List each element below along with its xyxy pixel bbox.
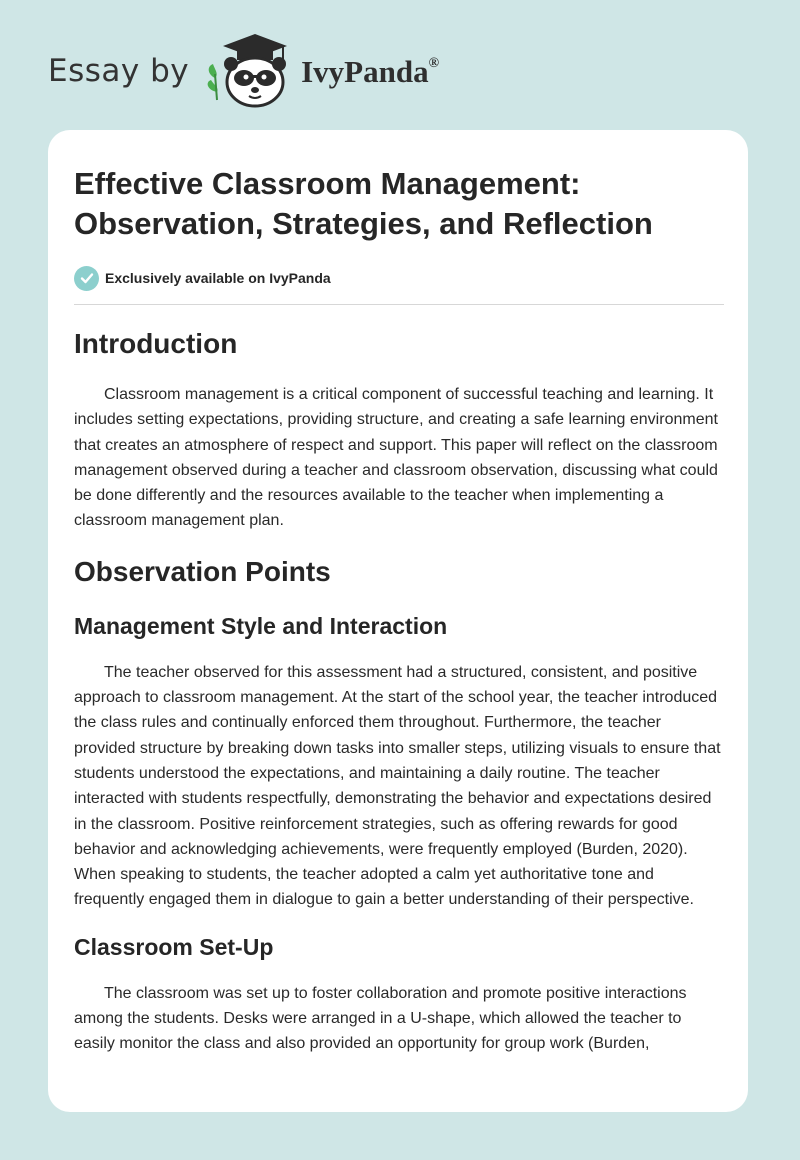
introduction-heading: Introduction: [74, 328, 238, 359]
title-line-1: Effective Classroom Management:: [74, 166, 581, 201]
title-line-2: Observation, Strategies, and Reflection: [74, 206, 653, 241]
site-header: [48, 30, 548, 110]
essay-title: [74, 164, 724, 244]
management-style-heading: Management Style and Interaction: [74, 612, 448, 639]
title-divider: [74, 304, 724, 305]
observation-points-heading: Observation Points: [74, 555, 331, 587]
management-style-paragraph: The teacher observed for this assessment had a structured, consistent, and positive approach to classroom management. At the start of the school year, the teacher introduced the class rules and continually enforced them throughout. Furthermore, the teacher provided structure by breaking down tasks into smaller steps, utilizing visuals to ensure that students understood the expectations, and maintaining a daily routine. The teacher interacted with students respectfully, demonstrating the behavior and expectations desired in the classroom. Positive reinforcement strategies, such as offering rewards for good behavior and acknowledging achievements, were frequently employed (Burden, 2020). When speaking to students, the teacher adopted a calm yet authoritative tone and frequently engaged them in dialogue to gain a better understanding of their perspective.: [74, 663, 721, 909]
panda-logo-icon[interactable]: [203, 30, 295, 110]
essay-card: [48, 130, 748, 1112]
essay-content: [74, 164, 724, 1057]
essay-by-label: Essay by: [48, 53, 190, 89]
brand-name[interactable]: [301, 54, 439, 90]
classroom-setup-paragraph: The classroom was set up to foster collaboration and promote positive interactions among the students. Desks were arranged in a U-shape, which allowed the teacher to easily monitor the class and also provided an opportunity for group work (Burden,: [74, 984, 687, 1053]
classroom-setup-heading: Classroom Set-Up: [74, 933, 274, 960]
brand-text: IvyPanda: [301, 54, 429, 89]
registered-mark: ®: [428, 56, 440, 71]
exclusive-label: Exclusively available on IvyPanda: [105, 270, 331, 286]
check-icon: [74, 266, 99, 291]
exclusive-badge: [74, 264, 724, 292]
introduction-paragraph: Classroom management is a critical component of successful teaching and learning. It includes setting expectations, providing structure, and creating a safe learning environment that creates an atmosphere of respect and support. This paper will reflect on the classroom management observed during a teacher and classroom observation, discussing what could be done differently and the resources available to the teacher when implementing a classroom management plan.: [74, 386, 718, 530]
